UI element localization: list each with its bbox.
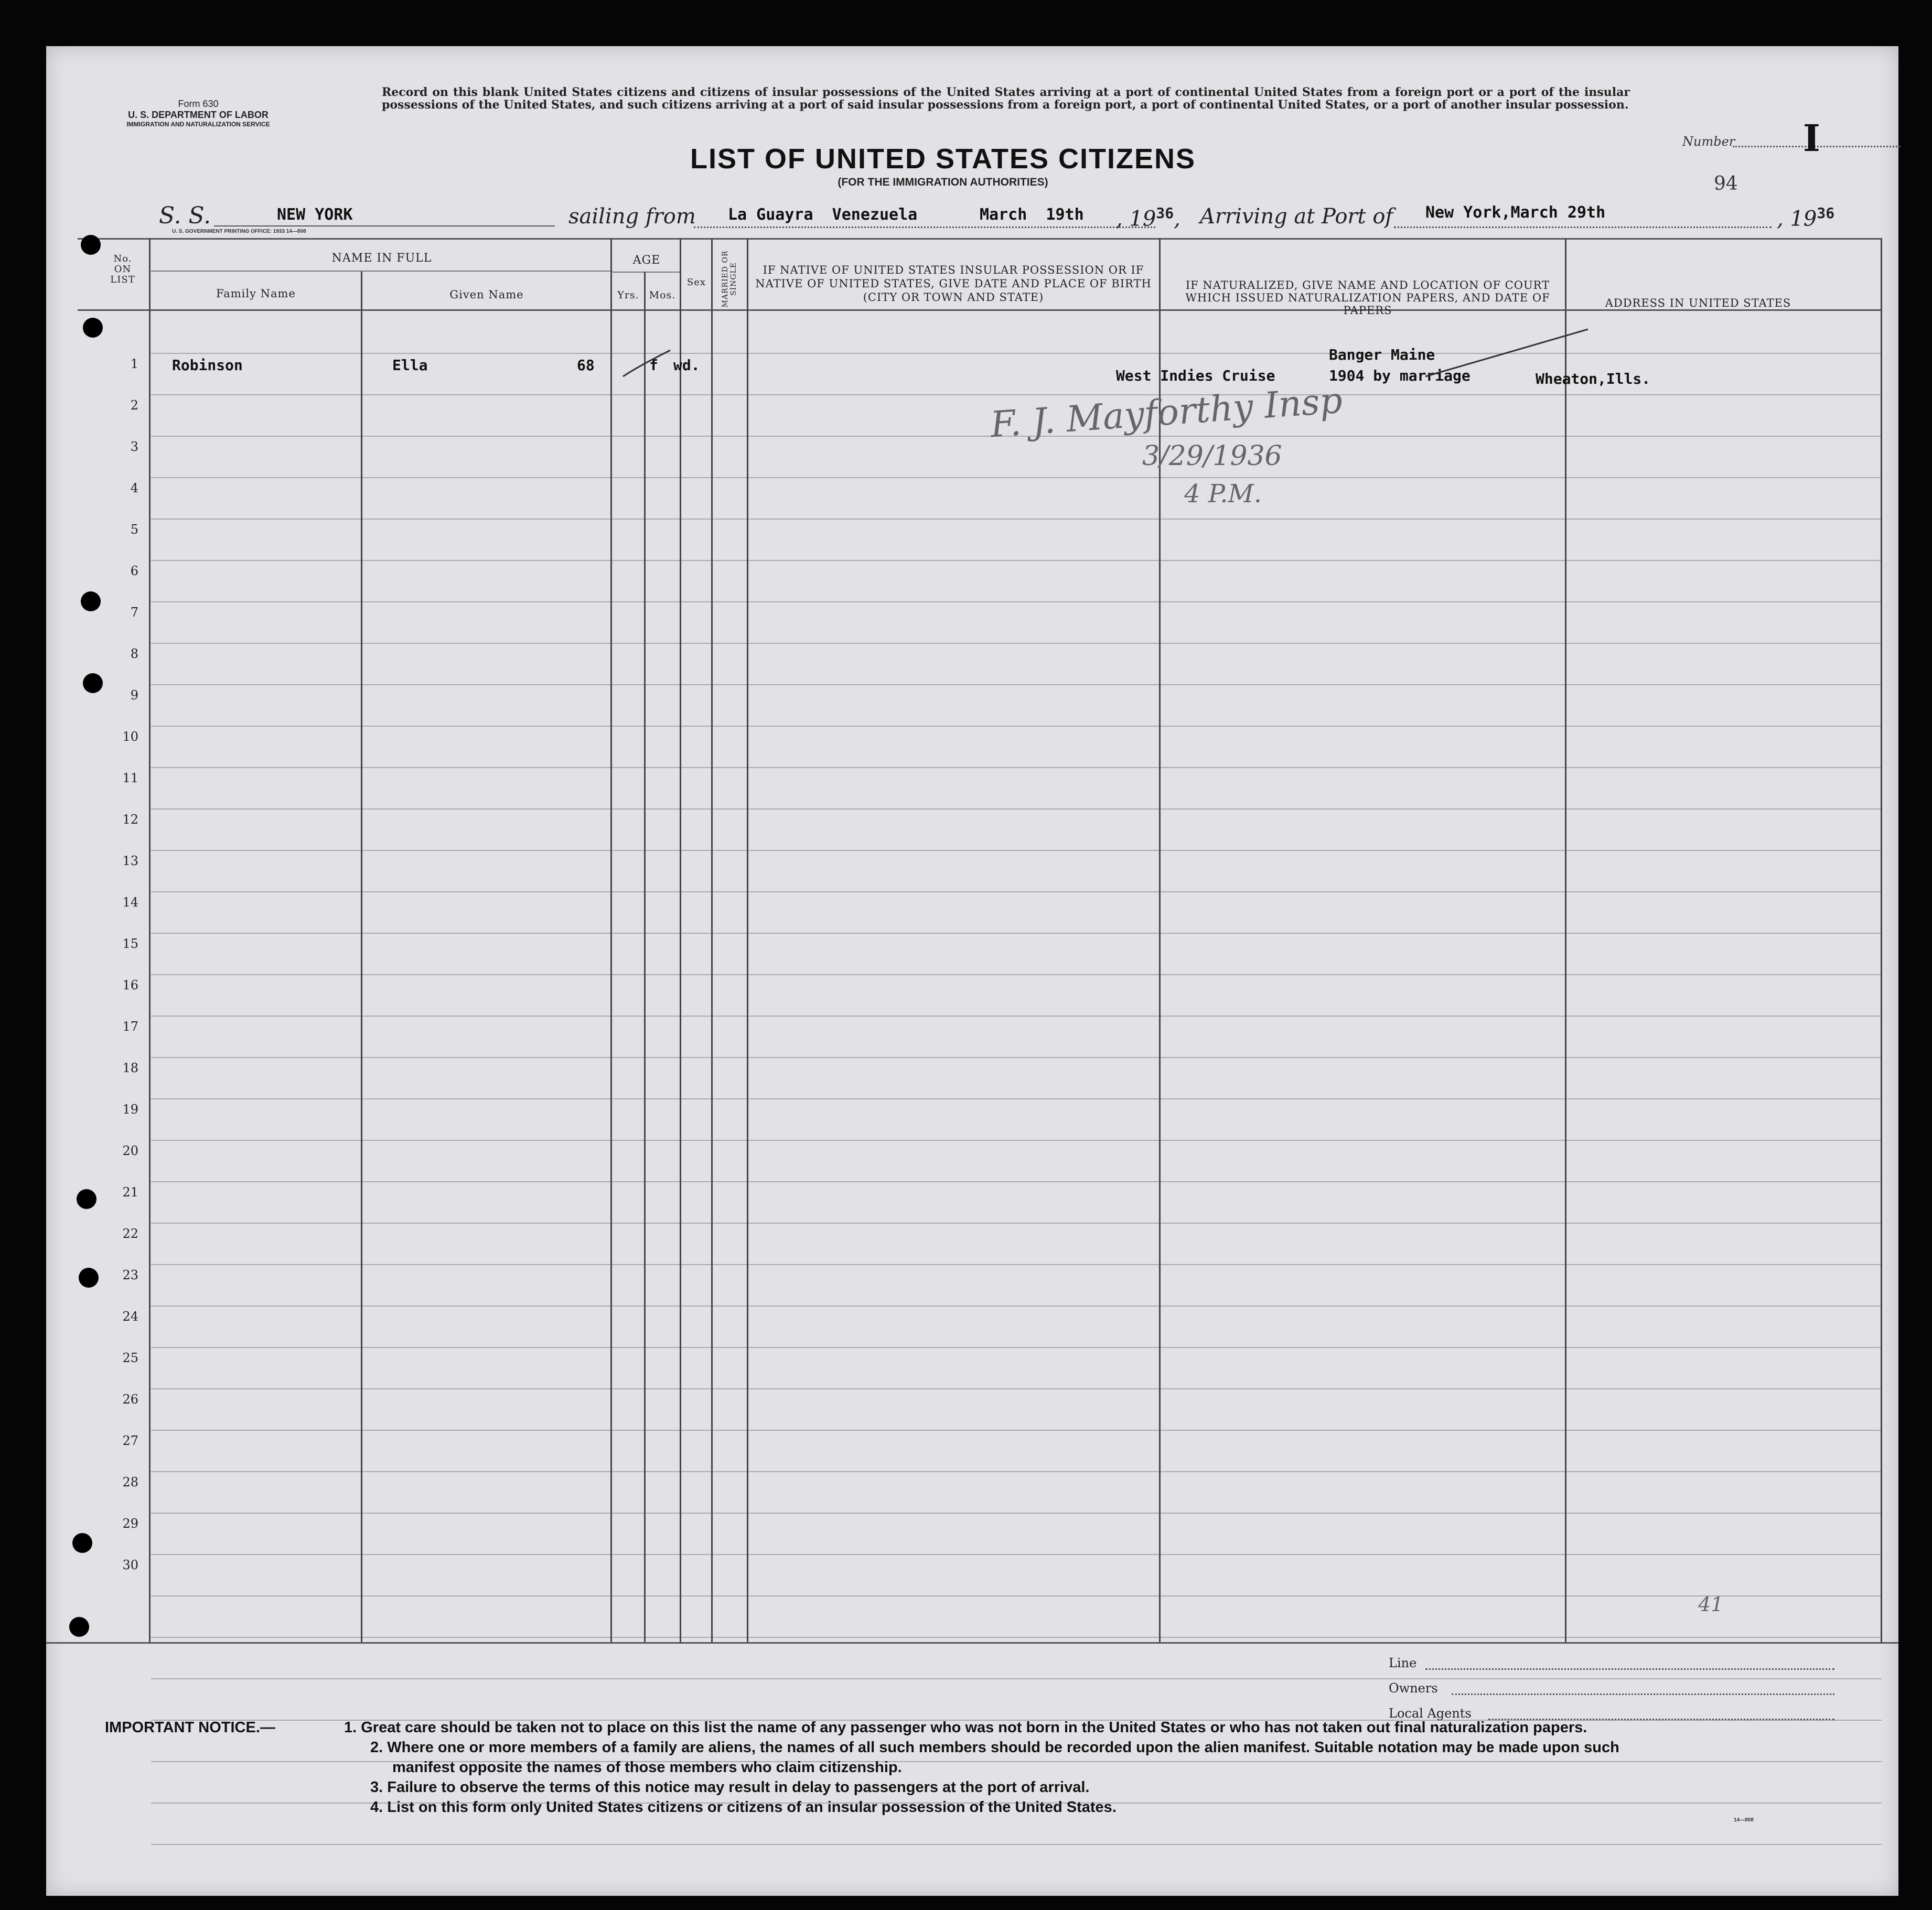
header-married-single: MARRIED OR SINGLE — [721, 250, 738, 308]
footer-line-underline — [1425, 1668, 1834, 1670]
row-rule — [151, 1347, 1882, 1348]
row1-naturalized-date: 1904 by marriage — [1329, 367, 1471, 384]
row-number: 12 — [122, 812, 138, 827]
row-rule — [151, 726, 1882, 727]
row1-sex: f — [649, 357, 658, 374]
footer-agents-label: Local Agents — [1389, 1706, 1472, 1721]
row-rule — [151, 519, 1882, 520]
row-rule — [151, 1181, 1882, 1182]
arriving-label: Arriving at Port of — [1200, 204, 1393, 229]
row-rule — [151, 1057, 1882, 1058]
row-number: 14 — [122, 895, 138, 910]
row-number: 8 — [130, 646, 138, 661]
row-rule — [151, 1595, 1882, 1596]
row-number: 18 — [122, 1061, 138, 1075]
notice-item-2a: 2. Where one or more members of a family are aliens, the names of all such members should be recorded upon the alien manifest. Suitable notation may be made upon such — [370, 1739, 1619, 1756]
row-rule — [151, 1430, 1882, 1431]
col-line-address — [1881, 238, 1882, 1643]
header-name-in-full: NAME IN FULL — [331, 252, 432, 265]
ship-underline — [214, 225, 555, 226]
row-number: 23 — [122, 1268, 138, 1282]
notice-item-1: 1. Great care should be taken not to place on this list the name of any passenger who was not born in the United States or who has not taken out final naturalization papers. — [344, 1719, 1587, 1736]
notice-item-4: 4. List on this form only United States citizens or citizens of an insular possession of the United States. — [370, 1799, 1117, 1816]
col-line-mos — [680, 238, 681, 1643]
col-line-given — [610, 238, 612, 1643]
row-rule — [151, 1098, 1882, 1099]
form-number: Form 630 — [178, 99, 219, 109]
header-sex: Sex — [686, 277, 706, 288]
row-number: 16 — [122, 978, 138, 992]
binder-hole — [77, 1189, 96, 1209]
row-rule — [151, 1264, 1882, 1265]
department: U. S. DEPARTMENT OF LABOR — [128, 110, 269, 120]
footer-code: 14—808 — [1734, 1817, 1754, 1823]
notice-item-2b: manifest opposite the names of those members who claim citizenship. — [392, 1759, 902, 1776]
col-line-no — [149, 238, 151, 1643]
notice-item-3: 3. Failure to observe the terms of this notice may result in delay to passengers at the port of arrival. — [370, 1779, 1090, 1796]
from-port: La Guayra Venezuela — [728, 206, 918, 224]
row-number: 7 — [130, 605, 138, 620]
col-line-naturalized — [1565, 238, 1566, 1643]
ship-name: NEW YORK — [277, 206, 353, 224]
row-number: 19 — [122, 1102, 138, 1117]
row-rule — [151, 1140, 1882, 1141]
row-number: 15 — [122, 936, 138, 951]
number-value: I — [1803, 116, 1820, 160]
row-rule — [151, 1844, 1882, 1845]
header-on: ON — [114, 264, 132, 275]
footer-owners-underline — [1452, 1693, 1834, 1695]
binder-hole — [83, 318, 103, 338]
service: IMMIGRATION AND NATURALIZATION SERVICE — [126, 121, 270, 128]
row-rule — [151, 1223, 1882, 1224]
year-suffix-2: 36 — [1817, 204, 1835, 222]
footer-line-label: Line — [1389, 1656, 1417, 1670]
row-number: 10 — [122, 729, 138, 744]
row-number: 13 — [122, 854, 138, 868]
row-rule — [151, 767, 1882, 768]
row-rule — [151, 601, 1882, 602]
row-rule — [151, 684, 1882, 685]
binder-hole — [79, 1268, 99, 1288]
row-number: 2 — [130, 398, 138, 413]
year-prefix-2-value: 19 — [1790, 207, 1817, 231]
row-rule — [151, 850, 1882, 851]
page-mark: 41 — [1698, 1593, 1724, 1616]
row-number: 3 — [130, 439, 138, 454]
row-rule — [151, 353, 1882, 354]
row-rule — [151, 1388, 1882, 1389]
header-mos: Mos. — [649, 289, 676, 301]
col-line-married — [747, 238, 748, 1643]
binder-hole — [72, 1533, 92, 1553]
row-rule — [151, 1554, 1882, 1555]
header-no-on-list — [107, 254, 138, 285]
inspector-signature: F. J. Mayforthy Insp — [989, 380, 1344, 446]
row-rule — [151, 1513, 1882, 1514]
sailing-label: sailing from — [568, 204, 696, 229]
year-suffix-1: 36 — [1156, 204, 1174, 222]
row-rule — [151, 560, 1882, 561]
header-list: LIST — [110, 274, 135, 285]
footer-owners-label: Owners — [1389, 1681, 1438, 1696]
instruction-text: Record on this blank United States citizens and citizens of insular possessions of the United States arriving at a port of continental United States from a foreign port or a port of the insular possessions of the United States, and such citizens arriving at a port of said insular possessions from a foreign port, a port of continental United States, or a port of another insular possession. — [382, 85, 1630, 112]
footer-line-field — [1389, 1656, 1861, 1681]
row1-naturalized-place: Banger Maine — [1329, 346, 1435, 363]
header-naturalized: IF NATURALIZED, GIVE NAME AND LOCATION OF COURT WHICH ISSUED NATURALIZATION PAPERS, AND DATE OF PAPERS — [1185, 279, 1550, 317]
row-number: 9 — [130, 688, 138, 703]
row1-age-years: 68 — [577, 357, 595, 374]
row-number: 25 — [122, 1351, 138, 1365]
row-number: 29 — [122, 1516, 138, 1531]
inspection-date: 3/29/1936 — [1142, 440, 1282, 472]
row1-naturalized-court: West Indies Cruise — [1116, 367, 1275, 384]
row-number: 6 — [130, 564, 138, 578]
important-notice — [105, 1718, 1867, 1817]
notice-line-1 — [105, 1718, 1867, 1738]
year-prefix-1-value: 19 — [1129, 207, 1156, 231]
row-number: 22 — [122, 1226, 138, 1241]
col-line-sex — [711, 238, 713, 1643]
page-title: LIST OF UNITED STATES CITIZENS — [690, 143, 1196, 175]
row-number: 27 — [122, 1433, 138, 1448]
row-rule — [151, 1471, 1882, 1472]
printing-office: U. S. GOVERNMENT PRINTING OFFICE: 1933 14—808 — [172, 229, 306, 234]
row-number: 1 — [130, 357, 138, 371]
header-family-name: Family Name — [216, 287, 296, 300]
header-given-name: Given Name — [449, 288, 524, 301]
departure-date: March 19th — [980, 206, 1084, 224]
year-prefix-2: , $19^{36}$ — [1777, 204, 1835, 231]
header-yrs: Yrs. — [617, 289, 639, 301]
col-line-yrs — [644, 272, 646, 1643]
row-rule — [151, 1637, 1882, 1638]
row-number: 26 — [122, 1392, 138, 1407]
sailing-underline — [694, 226, 1155, 228]
page-subtitle: (FOR THE IMMIGRATION AUTHORITIES) — [838, 176, 1048, 188]
row-rule — [151, 933, 1882, 934]
row1-given-name: Ella — [392, 357, 428, 374]
ss-label: S. S. — [159, 202, 211, 229]
row-rule — [151, 643, 1882, 644]
header-no: No. — [113, 253, 132, 264]
binder-hole — [83, 673, 103, 693]
age-header-divider — [613, 272, 681, 273]
row-rule — [151, 477, 1882, 478]
col-line-family — [361, 272, 362, 1643]
header-address: ADDRESS IN UNITED STATES — [1605, 297, 1791, 309]
binder-hole — [69, 1617, 89, 1637]
row1-family-name: Robinson — [172, 357, 243, 374]
row1-address: Wheaton,Ills. — [1536, 370, 1651, 387]
notice-heading: IMPORTANT NOTICE.— — [105, 1719, 275, 1736]
row-number: 30 — [122, 1558, 138, 1572]
row1-status: wd. — [673, 357, 700, 374]
binder-hole — [81, 591, 101, 611]
table-bottom-border — [46, 1642, 1898, 1644]
number-label: Number — [1682, 134, 1735, 149]
corner-number: 94 — [1714, 173, 1738, 195]
row-number: 5 — [130, 522, 138, 537]
arrival-underline — [1394, 226, 1772, 228]
form-id-block — [104, 99, 293, 128]
row-rule — [151, 808, 1882, 810]
row-number: 20 — [122, 1143, 138, 1158]
header-bottom-border — [78, 309, 1882, 311]
row-number: 4 — [130, 481, 138, 495]
year-prefix-1: , $19^{36}$, — [1116, 204, 1180, 231]
row-number: 21 — [122, 1185, 138, 1200]
row-rule — [151, 1016, 1882, 1017]
row-rule — [151, 974, 1882, 975]
form-sheet — [46, 46, 1898, 1896]
arrival: New York,March 29th — [1425, 203, 1606, 222]
footer-owners-field — [1389, 1681, 1861, 1706]
name-header-divider — [151, 271, 613, 272]
row-rule — [151, 891, 1882, 892]
row-number: 11 — [122, 771, 138, 785]
header-native: IF NATIVE OF UNITED STATES INSULAR POSSESSION OR IF NATIVE OF UNITED STATES, GIVE DATE AND PLACE OF BIRTH (CITY OR TOWN AND STATE) — [755, 264, 1152, 304]
row-number: 17 — [122, 1019, 138, 1034]
header-age: AGE — [632, 254, 661, 267]
row-number: 28 — [122, 1475, 138, 1490]
inspection-time: 4 P.M. — [1184, 479, 1262, 509]
row-rule — [151, 1305, 1882, 1307]
binder-hole — [81, 235, 101, 255]
row-number: 24 — [122, 1309, 138, 1324]
row-rule — [151, 394, 1882, 395]
number-block — [1682, 116, 1903, 160]
table-top-border — [78, 238, 1882, 240]
